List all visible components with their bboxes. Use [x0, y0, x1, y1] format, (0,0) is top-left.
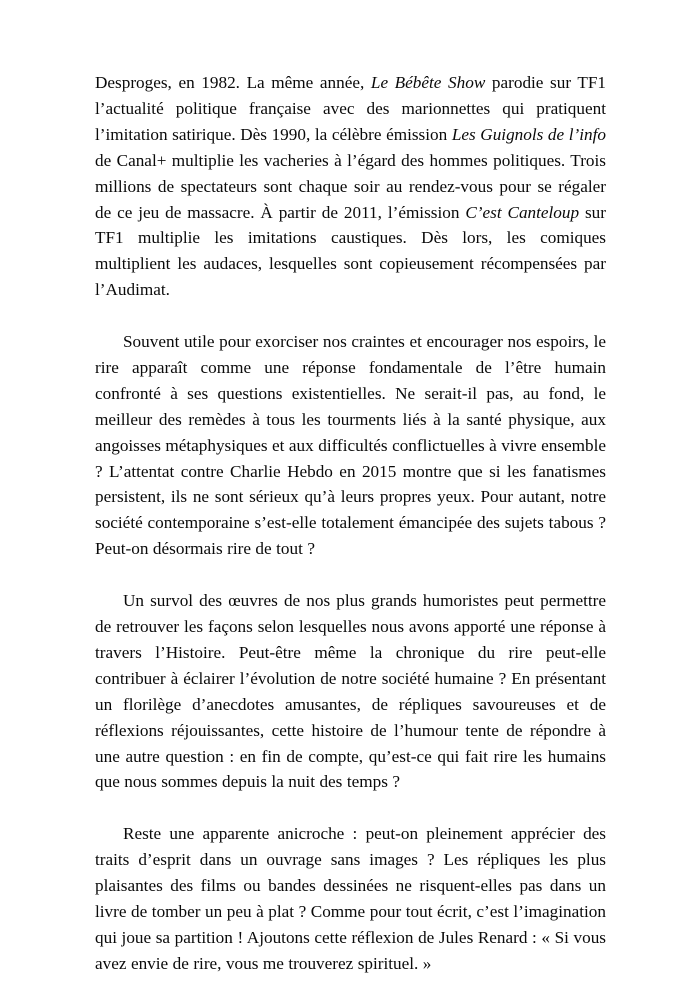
text-run: Reste une apparente anicroche : peut-on pleinement apprécier des traits d’esprit dans un ouvrage sans images ? Les répliques les plus plaisantes des films ou bandes dessinées ne risquent-elles pas dans un livre de tomber un peu à plat ? Comme pour tout écrit, c’est l’imagination qui joue sa partition ! Ajoutons cette réflexion de Jules Renard : « Si vous avez envie de rire, vous me trouverez spirituel. » [95, 824, 606, 973]
paragraph [95, 821, 606, 976]
text-run: de Canal+ multiplie les vacheries à l’égard des hommes politiques. Trois millions de spectateurs sont chaque soir au rendez-vous pour se régaler de ce jeu de massacre. À partir de 2011, l’émission [95, 150, 606, 222]
text-run: Souvent utile pour exorciser nos craintes et encourager nos espoirs, le rire apparaît comme une réponse fondamentale de l’être humain confronté à ses questions existentielles. Ne serait-il pas, au fond, le meilleur des remèdes à tous les tourments liés à la santé physique, aux angoisses métaphysiques et aux difficultés conflictuelles à vivre ensemble ? L’attentat contre Charlie Hebdo en 2015 montre que si les fanatismes persistent, ils ne sont sérieux qu’à leurs propres yeux. Pour autant, notre société contemporaine s’est-elle totalement émancipée des sujets tabous ? Peut-on désormais rire de tout ? [95, 332, 606, 559]
text-run: sur TF1 multiplie les imitations caustiques. Dès lors, les comiques multiplient les audaces, lesquelles sont copieusement récompensées par l’Audimat. [95, 202, 606, 300]
text-run: parodie sur TF1 l’actualité politique française avec des marionnettes qui pratiquent l’imitation satirique. Dès 1990, la célèbre émission [95, 73, 607, 144]
paragraph [95, 329, 606, 562]
italic-title-run: Les Guignols de l’info [451, 124, 606, 144]
italic-title-run: C’est Canteloup [465, 202, 580, 222]
italic-title-run: Le Bébête Show [370, 73, 486, 92]
paragraph [95, 70, 606, 303]
text-column [95, 70, 606, 977]
text-run: Desproges, en 1982. La même année, [95, 73, 371, 92]
paragraph [95, 588, 606, 795]
text-run: Un survol des œuvres de nos plus grands humoristes peut permettre de retrouver les façons selon lesquelles nous avons apporté une réponse à travers l’Histoire. Peut-être même la chronique du rire peut-elle contribuer à éclairer l’évolution de notre société humaine ? En présentant un florilège d’anecdotes amusantes, de répliques savoureuses et de réflexions réjouissantes, cette histoire de l’humour tente de répondre à une autre question : en fin de compte, qu’est-ce qui fait rire les humains que nous sommes depuis la nuit des temps ? [95, 591, 606, 792]
